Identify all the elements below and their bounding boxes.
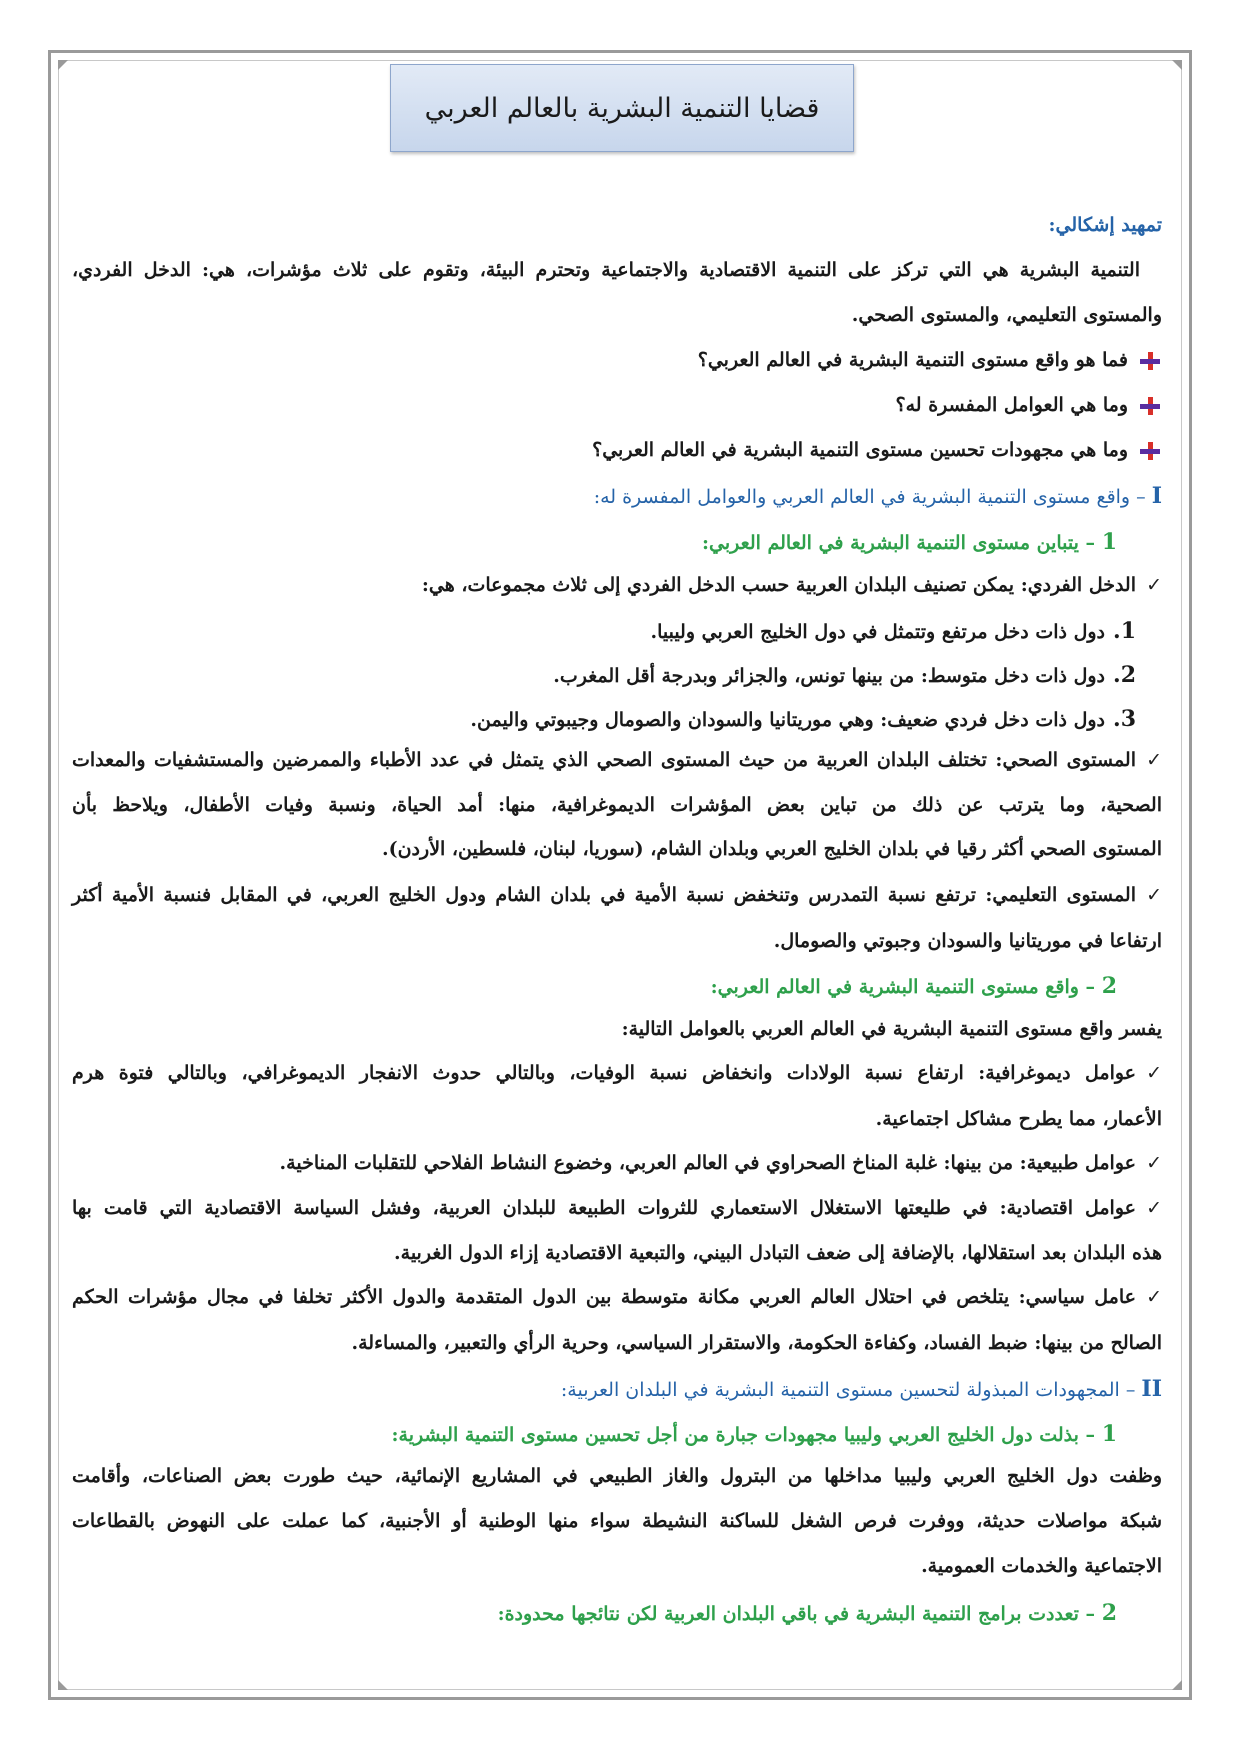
intro-heading: تمهيد إشكالي: [1048,214,1162,236]
paragraph-line: ارتفاعا في موريتانيا والسودان وجبوتي والصومال. [773,930,1162,952]
plus-bullet-icon [1140,397,1160,415]
paragraph-line: المستوى الصحي أكثر رقيا في بلدان الخليج العربي وبلدان الشام، (سوريا، لبنان، فلسطين، الأردن). [382,838,1162,860]
check-icon: ✓ [1146,574,1162,596]
paragraph-line: الصحية، وما يترتب عن ذلك من تباين بعض المؤشرات الديموغرافية، منها: أمد الحياة، ونسبة وفيات الأطفال، ويلاحظ بأن [72,794,1162,816]
subsection-heading: 2 – واقع مستوى التنمية البشرية في العالم العربي: [710,973,1117,999]
check-icon: ✓ [1146,884,1162,906]
list-item: ✓المستوى الصحي: تختلف البلدان العربية من حيث المستوى الصحي الذي يتمثل في عدد الأطباء والممرضين والمستشفيات والمعدات [72,749,1162,771]
check-icon: ✓ [1146,1286,1162,1308]
paragraph-line: شبكة مواصلات حديثة، ووفرت فرص الشغل للساكنة النشيطة سواء منها الوطنية أو الأجنبية، كما عملت على النهوض بالقطاعات [72,1510,1162,1532]
list-item: ✓عوامل ديموغرافية: ارتفاع نسبة الولادات وانخفاض نسبة الوفيات، وبالتالي حدوث الانفجار الديموغرافي، وبالتالي فتوة هرم [72,1062,1162,1084]
paragraph-line: وظفت دول الخليج العربي وليبيا مداخلها من البترول والغاز الطبيعي في المشاريع الإنمائية، حيث طورت بعض الصناعات، وأقامت [72,1465,1162,1487]
intro-paragraph-line: التنمية البشرية هي التي تركز على التنمية الاقتصادية والاجتماعية وتحترم البيئة، وتقوم على ثلاث مؤشرات، هي: الدخل الفردي، [72,259,1140,281]
numbered-item: 3.دول ذات دخل فردي ضعيف: وهي موريتانيا والسودان والصومال وجيبوتي واليمن. [470,706,1136,732]
check-icon: ✓ [1146,1062,1162,1084]
list-item: ✓عوامل اقتصادية: في طليعتها الاستغلال الاستعماري للثروات الطبيعة للبلدان العربية، وفشل السياسة الاقتصادية التي قامت بها [72,1197,1162,1219]
list-item: ✓عامل سياسي: يتلخص في احتلال العالم العربي مكانة متوسطة بين الدول المتقدمة والدول الأكثر تخلفا في مجال مؤشرات الحكم [72,1286,1162,1308]
subsection-heading: 1 – بذلت دول الخليج العربي وليبيا مجهودات جبارة من أجل تحسين مستوى التنمية البشرية: [391,1421,1117,1447]
corner-ornament [58,1680,68,1690]
subsection-heading: 1 – يتباين مستوى التنمية البشرية في العالم العربي: [702,529,1117,555]
intro-paragraph-line: والمستوى التعليمي، والمستوى الصحي. [851,304,1162,326]
check-icon: ✓ [1146,749,1162,771]
paragraph-line: الصالح من بينها: ضبط الفساد، وكفاءة الحكومة، والاستقرار السياسي، وحرية الرأي والتعبير، والمساءلة. [351,1332,1162,1354]
corner-ornament [1172,60,1182,70]
list-item: ✓الدخل الفردي: يمكن تصنيف البلدان العربية حسب الدخل الفردي إلى ثلاث مجموعات، هي: [421,574,1162,596]
question-item: فما هو واقع مستوى التنمية البشرية في العالم العربي؟ [72,351,1162,370]
title-box [390,64,854,152]
plus-bullet-icon [1140,352,1160,370]
corner-ornament [58,60,68,70]
corner-ornament [1172,1680,1182,1690]
question-item: وما هي مجهودات تحسين مستوى التنمية البشرية في العالم العربي؟ [72,441,1162,460]
section-heading-2: II – المجهودات المبذولة لتحسين مستوى التنمية البشرية في البلدان العربية: [560,1376,1162,1402]
list-item: ✓عوامل طبيعية: من بينها: غلبة المناخ الصحراوي في العالم العربي، وخضوع النشاط الفلاحي للتقلبات المناخية. [279,1152,1162,1174]
subsection-heading: 2 – تعددت برامج التنمية البشرية في باقي البلدان العربية لكن نتائجها محدودة: [497,1600,1117,1626]
paragraph-line: الاجتماعية والخدمات العمومية. [921,1555,1162,1577]
section-heading-1: I – واقع مستوى التنمية البشرية في العالم العربي والعوامل المفسرة له: [593,483,1162,509]
plus-bullet-icon [1140,442,1160,460]
numbered-item: 1.دول ذات دخل مرتفع وتتمثل في دول الخليج العربي وليبيا. [650,618,1136,644]
paragraph-line: الأعمار، مما يطرح مشاكل اجتماعية. [875,1108,1162,1130]
question-item: وما هي العوامل المفسرة له؟ [72,396,1162,415]
paragraph-line: يفسر واقع مستوى التنمية البشرية في العالم العربي بالعوامل التالية: [621,1018,1162,1040]
numbered-item: 2.دول ذات دخل متوسط: من بينها تونس، والجزائر وبدرجة أقل المغرب. [553,662,1136,688]
page-title: قضايا التنمية البشرية بالعالم العربي [424,92,820,124]
paragraph-line: هذه البلدان بعد استقلالها، بالإضافة إلى ضعف التبادل البيني، والتبعية الاقتصادية إزاء الدول الغربية. [394,1242,1162,1264]
check-icon: ✓ [1146,1152,1162,1174]
check-icon: ✓ [1146,1197,1162,1219]
list-item: ✓المستوى التعليمي: ترتفع نسبة التمدرس وتنخفض نسبة الأمية في بلدان الشام ودول الخليج العربي، في المقابل فنسبة الأمية أكثر [72,884,1162,906]
